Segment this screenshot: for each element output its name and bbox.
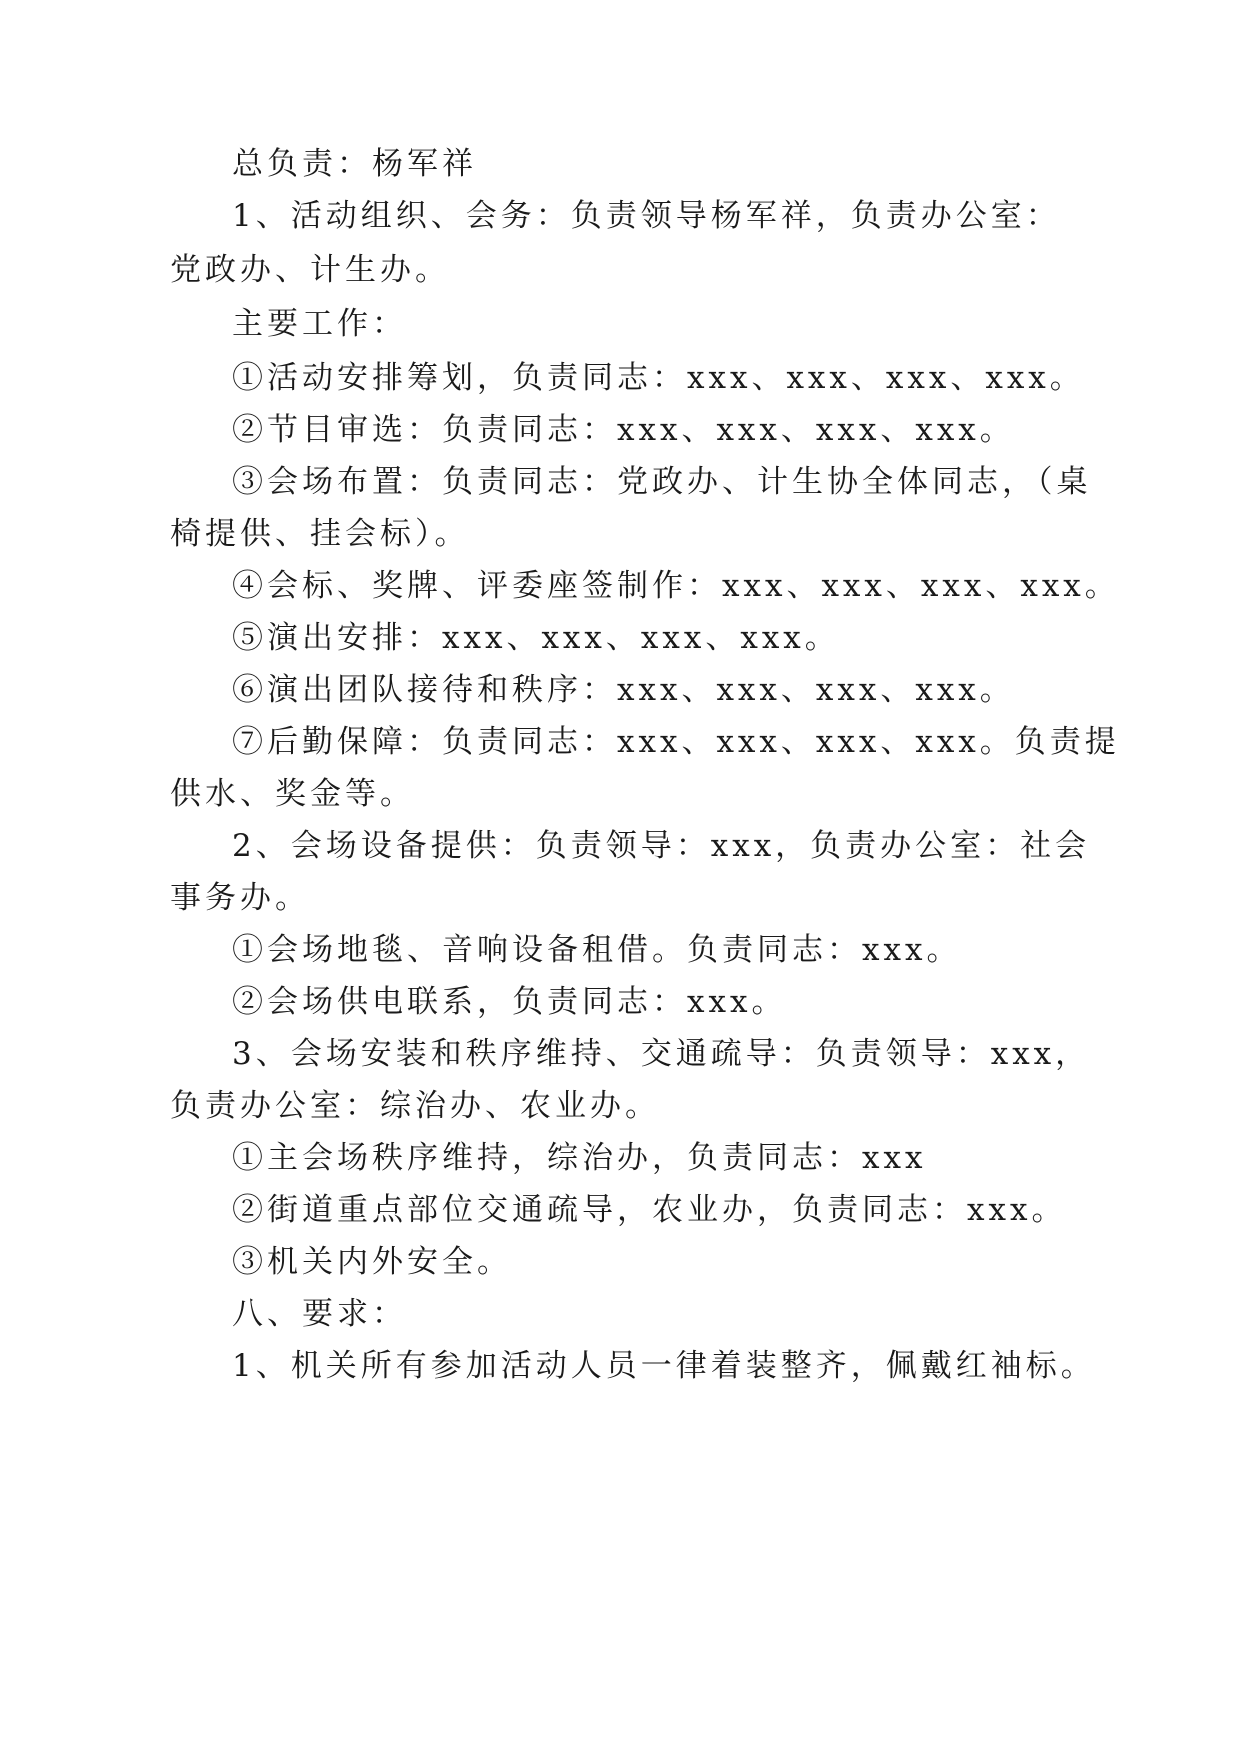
text-line: ⑦后勤保障：负责同志：xxx、xxx、xxx、xxx。负责提 [232,724,1120,760]
text-line: 1、机关所有参加活动人员一律着装整齐，佩戴红袖标。 [232,1348,1096,1384]
text-line: ②会场供电联系，负责同志：xxx。 [232,984,787,1020]
text-line: 主要工作： [232,306,407,342]
text-line: ①活动安排筹划，负责同志：xxx、xxx、xxx、xxx。 [232,360,1085,396]
text-line: 3、会场安装和秩序维持、交通疏导：负责领导：xxx， [232,1036,1091,1072]
text-line: ②节目审选：负责同志：xxx、xxx、xxx、xxx。 [232,412,1015,448]
text-line: 总负责：杨军祥 [232,146,477,182]
text-line: 负责办公室：综治办、农业办。 [170,1088,660,1124]
text-line: ⑥演出团队接待和秩序：xxx、xxx、xxx、xxx。 [232,672,1015,708]
text-line: ③会场布置：负责同志：党政办、计生协全体同志，（桌 [232,464,1092,500]
text-line: ②街道重点部位交通疏导，农业办，负责同志：xxx。 [232,1192,1067,1228]
text-line: ③机关内外安全。 [232,1244,512,1280]
text-line: 事务办。 [170,880,310,916]
text-line: ④会标、奖牌、评委座签制作：xxx、xxx、xxx、xxx。 [232,568,1120,604]
text-line: 椅提供、挂会标）。 [170,516,470,552]
text-line: 供水、奖金等。 [170,776,415,812]
text-line: 1、活动组织、会务：负责领导杨军祥，负责办公室： [232,198,1061,234]
text-line: ⑤演出安排：xxx、xxx、xxx、xxx。 [232,620,840,656]
text-line: 八、要求： [232,1296,407,1332]
text-line: 2、会场设备提供：负责领导：xxx，负责办公室：社会 [232,828,1091,864]
text-line: ①会场地毯、音响设备租借。负责同志：xxx。 [232,932,962,968]
text-line: ①主会场秩序维持，综治办，负责同志：xxx [232,1140,927,1176]
text-line: 党政办、计生办。 [170,252,450,288]
